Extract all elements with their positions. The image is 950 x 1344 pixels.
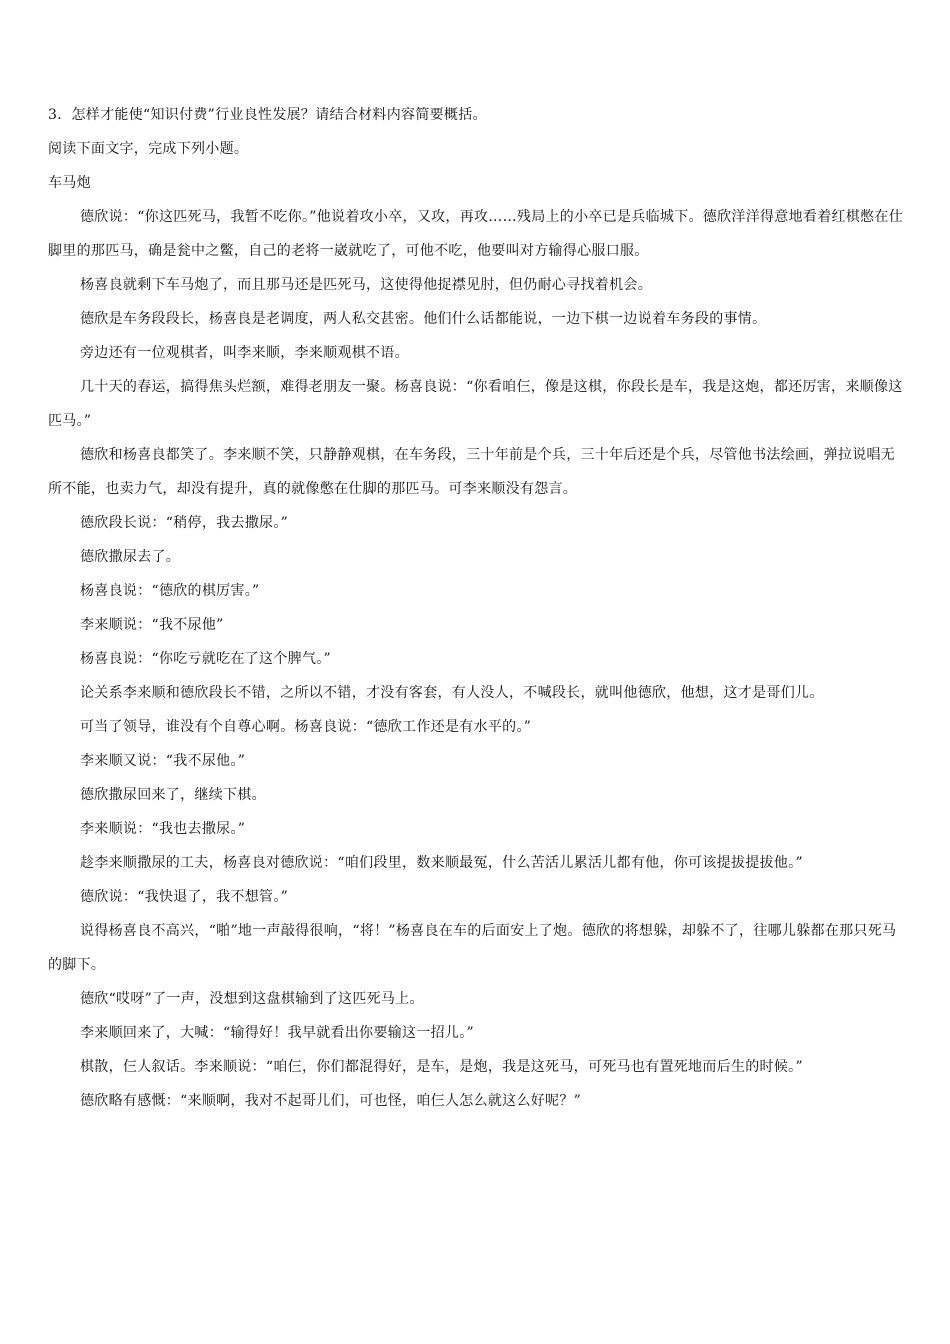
story-paragraph: 杨喜良说：“你吃亏就吃在了这个脾气。” (80, 651, 332, 667)
story-paragraph: 李来顺说：“我不尿他” (80, 617, 224, 633)
story-paragraph: 杨喜良说：“德欣的棋厉害。” (80, 583, 260, 599)
story-paragraph: 德欣段长说：“稍停，我去撒尿。” (80, 515, 289, 531)
story-paragraph: 李来顺说：“我也去撒尿。” (80, 821, 246, 837)
story-paragraph: 可当了领导，谁没有个自尊心啊。杨喜良说：“德欣工作还是有水平的。” (80, 719, 532, 735)
reading-instruction: 阅读下面文字，完成下列小题。 (48, 141, 249, 157)
story-title: 车马炮 (48, 175, 91, 191)
story-paragraph: 德欣是车务段段长，杨喜良是老调度，两人私交甚密。他们什么话都能说，一边下棋一边说着车务段的事情。 (80, 311, 767, 327)
story-paragraph: 趁李来顺撒尿的工夫，杨喜良对德欣说：“咱们段里，数来顺最冤，什么苦活儿累活儿都有他，你可该提拔提拔他。” (80, 855, 803, 871)
story-paragraph: 几十天的春运，搞得焦头烂额，难得老朋友一聚。杨喜良说：“你看咱仨，像是这棋，你段长是车，我是这炮，都还厉害，来顺像这匹马。” (48, 379, 903, 429)
story-paragraph: 旁边还有一位观棋者，叫李来顺，李来顺观棋不语。 (80, 345, 409, 361)
story-paragraph: 德欣撒尿回来了，继续下棋。 (80, 787, 266, 803)
story-paragraph: 德欣说：“你这匹死马，我暂不吃你。”他说着攻小卒，又攻，再攻……残局上的小卒已是兵临城下。德欣洋洋得意地看着红棋憋在仕脚里的那匹马，确是瓮中之鳖，自己的老将一崴就吃了，可他不吃，他要叫对方输得心服口服。 (48, 209, 904, 259)
story-paragraph: 论关系李来顺和德欣段长不错，之所以不错，才没有客套，有人没人，不喊段长，就叫他德欣，他想，这才是哥们儿。 (80, 685, 824, 701)
story-paragraph: 德欣略有感慨：“来顺啊，我对不起哥儿们，可也怪，咱仨人怎么就这么好呢？” (80, 1093, 582, 1109)
story-paragraph: 李来顺回来了，大喊：“输得好！我早就看出你要输这一招儿。” (80, 1025, 475, 1041)
story-paragraph: 德欣和杨喜良都笑了。李来顺不笑，只静静观棋，在车务段，三十年前是个兵，三十年后还是个兵，尽管他书法绘画，弹拉说唱无所不能，也卖力气，却没有提升，真的就像憋在仕脚的那匹马。可李来顺没有怨言。 (48, 447, 896, 497)
story-paragraph: 杨喜良就剩下车马炮了，而且那马还是匹死马，这使得他捉襟见肘，但仍耐心寻找着机会。 (80, 277, 652, 293)
story-paragraph: 说得杨喜良不高兴，“啪”地一声敲得很响，“将！”杨喜良在车的后面安上了炮。德欣的将想躲，却躲不了，往哪儿躲都在那只死马的脚下。 (48, 923, 897, 973)
question-3: 3．怎样才能使“知识付费”行业良性发展？请结合材料内容简要概括。 (48, 107, 487, 123)
document-page (48, 98, 908, 1118)
story-paragraph: 德欣说：“我快退了，我不想管。” (80, 889, 289, 905)
story-paragraph: 德欣撒尿去了。 (80, 549, 181, 565)
story-paragraph: 棋散，仨人叙话。李来顺说：“咱仨，你们都混得好，是车，是炮，我是这死马，可死马也有置死地而后生的时候。” (80, 1059, 803, 1075)
story-paragraph: 李来顺又说：“我不尿他。” (80, 753, 246, 769)
story-paragraph: 德欣“哎呀”了一声，没想到这盘棋输到了这匹死马上。 (80, 991, 424, 1007)
